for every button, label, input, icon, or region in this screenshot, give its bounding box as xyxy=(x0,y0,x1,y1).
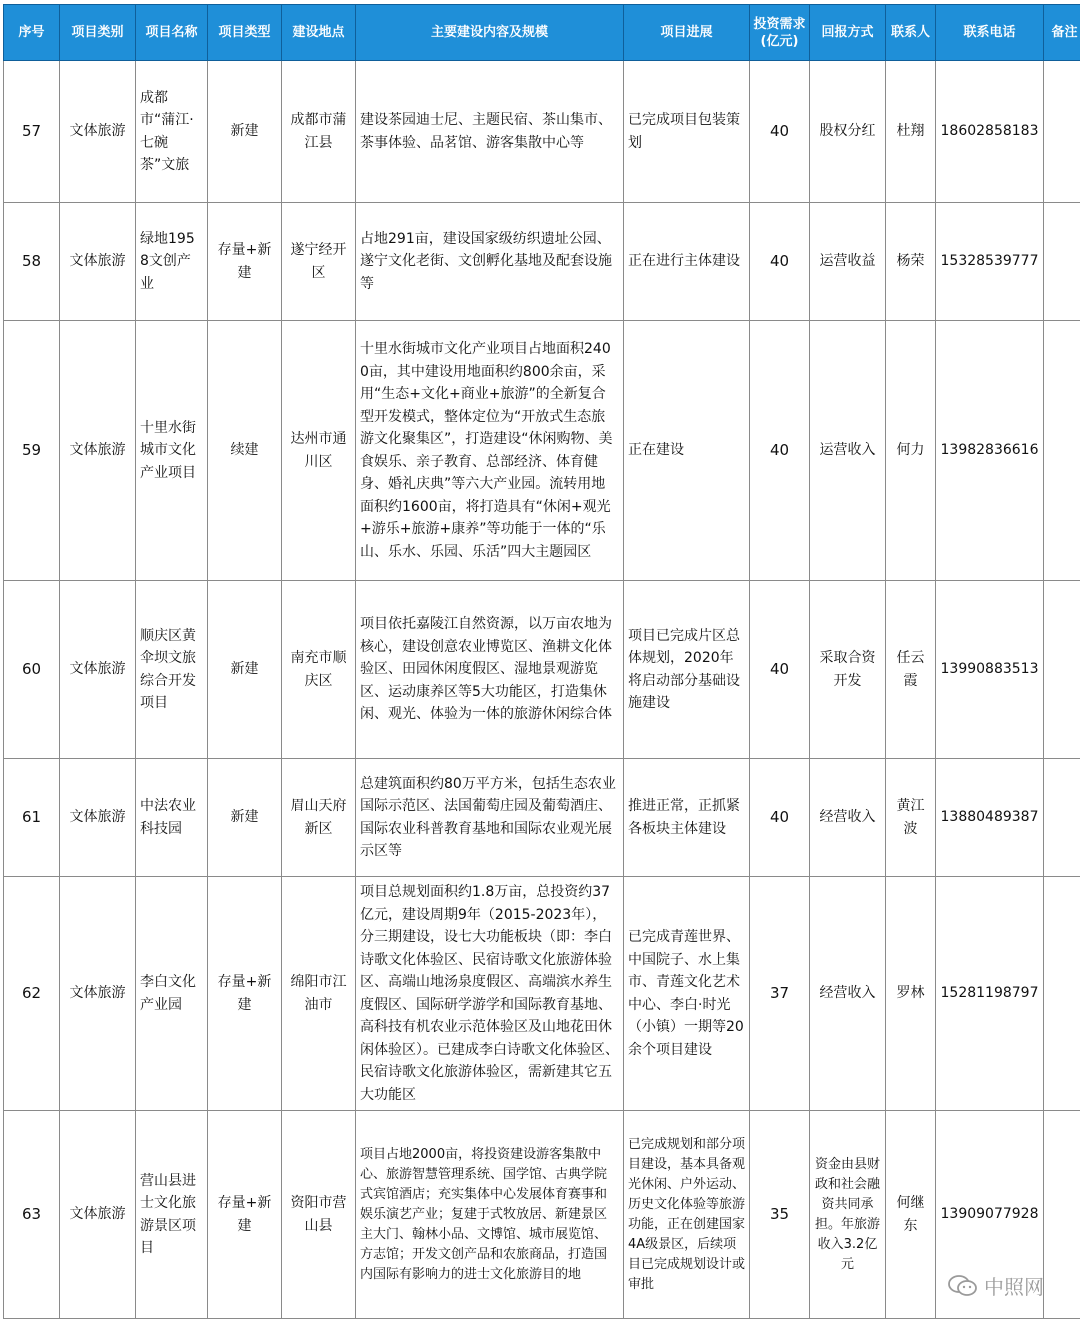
wechat-icon xyxy=(948,1274,978,1298)
watermark xyxy=(948,1271,1044,1300)
header-return-method: 回报方式 xyxy=(810,5,886,61)
cell-investment: 40 xyxy=(750,581,810,759)
cell-content: 项目总规划面积约1.8万亩，总投资约37亿元，建设周期9年（2015-2023年），分三期建设，设七大功能板块（即：李白诗歌文化体验区、民宿诗歌文化旅游体验区、高端山地汤泉度假区、高端滨水养生度假区、国际研学游学和国际教育基地、高科技有机农业示范体验区及山地花田休闲体验区）。已建成李白诗歌文化体验区、民宿诗歌文化旅游体验区，需新建其它五大功能区 xyxy=(356,877,624,1111)
cell-seq: 57 xyxy=(4,61,60,203)
cell-contact: 黄江波 xyxy=(886,759,936,877)
cell-contact: 罗林 xyxy=(886,877,936,1111)
project-table xyxy=(3,4,1080,1319)
header-content: 主要建设内容及规模 xyxy=(356,5,624,61)
cell-investment: 40 xyxy=(750,321,810,581)
watermark-text: 中照网 xyxy=(984,1275,1044,1299)
cell-content: 项目依托嘉陵江自然资源，以万亩农地为核心，建设创意农业博览区、渔耕文化体验区、田园休闲度假区、湿地景观游览区、运动康养区等5大功能区，打造集休闲、观光、体验为一体的旅游休闲综合体 xyxy=(356,581,624,759)
cell-seq: 59 xyxy=(4,321,60,581)
cell-type: 续建 xyxy=(208,321,282,581)
cell-return-method: 经营收入 xyxy=(810,759,886,877)
cell-phone: 15281198797 xyxy=(936,877,1044,1111)
cell-name: 中法农业科技园 xyxy=(136,759,208,877)
cell-content: 项目占地2000亩，将投资建设游客集散中心、旅游智慧管理系统、国学馆、古典学院式宾馆酒店；充实集体中心发展体育赛事和娱乐演艺产业；复建于式牧放居、新建景区主大门、翰林小品、文博馆、城市展览馆、方志馆；开发文创产品和农旅商品，打造国内国际有影响力的进士文化旅游目的地 xyxy=(356,1111,624,1319)
cell-seq: 60 xyxy=(4,581,60,759)
header-progress: 项目进展 xyxy=(624,5,750,61)
cell-type: 新建 xyxy=(208,581,282,759)
cell-phone: 13990883513 xyxy=(936,581,1044,759)
cell-name: 绿地1958文创产业 xyxy=(136,203,208,321)
cell-location: 资阳市营山县 xyxy=(282,1111,356,1319)
cell-remark xyxy=(1044,581,1080,759)
cell-remark xyxy=(1044,203,1080,321)
cell-return-method: 股权分红 xyxy=(810,61,886,203)
header-investment: 投资需求(亿元) xyxy=(750,5,810,61)
cell-return-method: 经营收入 xyxy=(810,877,886,1111)
cell-progress: 已完成规划和部分项目建设，基本具备观光休闲、户外运动、历史文化体验等旅游功能，正在创建国家4A级景区，后续项目已完成规划设计或审批 xyxy=(624,1111,750,1319)
header-phone: 联系电话 xyxy=(936,5,1044,61)
table-row xyxy=(4,759,1080,877)
cell-progress: 正在进行主体建设 xyxy=(624,203,750,321)
cell-content: 建设茶园迪士尼、主题民宿、茶山集市、茶事体验、品茗馆、游客集散中心等 xyxy=(356,61,624,203)
cell-remark xyxy=(1044,1111,1080,1319)
cell-remark xyxy=(1044,321,1080,581)
cell-content: 占地291亩，建设国家级纺织遗址公园、遂宁文化老街、文创孵化基地及配套设施等 xyxy=(356,203,624,321)
cell-progress: 正在建设 xyxy=(624,321,750,581)
table-row xyxy=(4,61,1080,203)
cell-investment: 40 xyxy=(750,759,810,877)
cell-contact: 任云霞 xyxy=(886,581,936,759)
cell-progress: 项目已完成片区总体规划，2020年将启动部分基础设施建设 xyxy=(624,581,750,759)
cell-contact: 何力 xyxy=(886,321,936,581)
table-row xyxy=(4,877,1080,1111)
cell-phone: 13880489387 xyxy=(936,759,1044,877)
header-category: 项目类别 xyxy=(60,5,136,61)
cell-category: 文体旅游 xyxy=(60,203,136,321)
table-row xyxy=(4,581,1080,759)
cell-type: 新建 xyxy=(208,61,282,203)
cell-progress: 推进正常，正抓紧各板块主体建设 xyxy=(624,759,750,877)
cell-phone: 18602858183 xyxy=(936,61,1044,203)
cell-location: 绵阳市江油市 xyxy=(282,877,356,1111)
header-seq: 序号 xyxy=(4,5,60,61)
cell-location: 南充市顺庆区 xyxy=(282,581,356,759)
cell-category: 文体旅游 xyxy=(60,1111,136,1319)
cell-phone: 13982836616 xyxy=(936,321,1044,581)
header-location: 建设地点 xyxy=(282,5,356,61)
cell-remark xyxy=(1044,61,1080,203)
cell-type: 存量+新建 xyxy=(208,1111,282,1319)
header-contact: 联系人 xyxy=(886,5,936,61)
cell-location: 眉山天府新区 xyxy=(282,759,356,877)
cell-category: 文体旅游 xyxy=(60,877,136,1111)
cell-location: 成都市蒲江县 xyxy=(282,61,356,203)
cell-type: 新建 xyxy=(208,759,282,877)
cell-type: 存量+新建 xyxy=(208,203,282,321)
cell-remark xyxy=(1044,877,1080,1111)
cell-return-method: 资金由县财政和社会融资共同承担。年旅游收入3.2亿元 xyxy=(810,1111,886,1319)
cell-name: 营山县进士文化旅游景区项目 xyxy=(136,1111,208,1319)
cell-return-method: 运营收益 xyxy=(810,203,886,321)
cell-type: 存量+新建 xyxy=(208,877,282,1111)
cell-return-method: 运营收入 xyxy=(810,321,886,581)
cell-seq: 63 xyxy=(4,1111,60,1319)
cell-content: 总建筑面积约80万平方米，包括生态农业国际示范区、法国葡萄庄园及葡萄酒庄、国际农业科普教育基地和国际农业观光展示区等 xyxy=(356,759,624,877)
cell-contact: 杜翔 xyxy=(886,61,936,203)
cell-investment: 40 xyxy=(750,203,810,321)
cell-content: 十里水街城市文化产业项目占地面积2400亩，其中建设用地面积约800余亩，采用“生态+文化+商业+旅游”的全新复合型开发模式，整体定位为“开放式生态旅游文化聚集区”，打造建设“休闲购物、美食娱乐、亲子教育、总部经济、体育健身、婚礼庆典”等六大产业园。流转用地面积约1600亩，将打造具有“休闲+观光+游乐+旅游+康养”等功能于一体的“乐山、乐水、乐园、乐活”四大主题园区 xyxy=(356,321,624,581)
cell-category: 文体旅游 xyxy=(60,759,136,877)
cell-return-method: 采取合资开发 xyxy=(810,581,886,759)
cell-remark xyxy=(1044,759,1080,877)
header-remark: 备注 xyxy=(1044,5,1080,61)
cell-contact: 何继东 xyxy=(886,1111,936,1319)
table-header-row xyxy=(4,5,1080,61)
cell-category: 文体旅游 xyxy=(60,321,136,581)
cell-name: 十里水街城市文化产业项目 xyxy=(136,321,208,581)
cell-progress: 已完成青莲世界、中国院子、水上集市、青莲文化艺术中心、李白·时光（小镇）一期等20余个项目建设 xyxy=(624,877,750,1111)
table-row xyxy=(4,321,1080,581)
cell-investment: 37 xyxy=(750,877,810,1111)
table-row xyxy=(4,1111,1080,1319)
cell-category: 文体旅游 xyxy=(60,581,136,759)
cell-seq: 61 xyxy=(4,759,60,877)
cell-investment: 35 xyxy=(750,1111,810,1319)
cell-seq: 58 xyxy=(4,203,60,321)
cell-name: 顺庆区黄伞坝文旅综合开发项目 xyxy=(136,581,208,759)
cell-location: 达州市通川区 xyxy=(282,321,356,581)
cell-name: 成都市“蒲江·七碗茶”文旅 xyxy=(136,61,208,203)
cell-contact: 杨荣 xyxy=(886,203,936,321)
cell-seq: 62 xyxy=(4,877,60,1111)
cell-category: 文体旅游 xyxy=(60,61,136,203)
cell-investment: 40 xyxy=(750,61,810,203)
header-type: 项目类型 xyxy=(208,5,282,61)
cell-phone: 15328539777 xyxy=(936,203,1044,321)
cell-name: 李白文化产业园 xyxy=(136,877,208,1111)
cell-progress: 已完成项目包装策划 xyxy=(624,61,750,203)
table-row xyxy=(4,203,1080,321)
cell-phone: 13909077928 xyxy=(936,1111,1044,1319)
cell-location: 遂宁经开区 xyxy=(282,203,356,321)
header-name: 项目名称 xyxy=(136,5,208,61)
